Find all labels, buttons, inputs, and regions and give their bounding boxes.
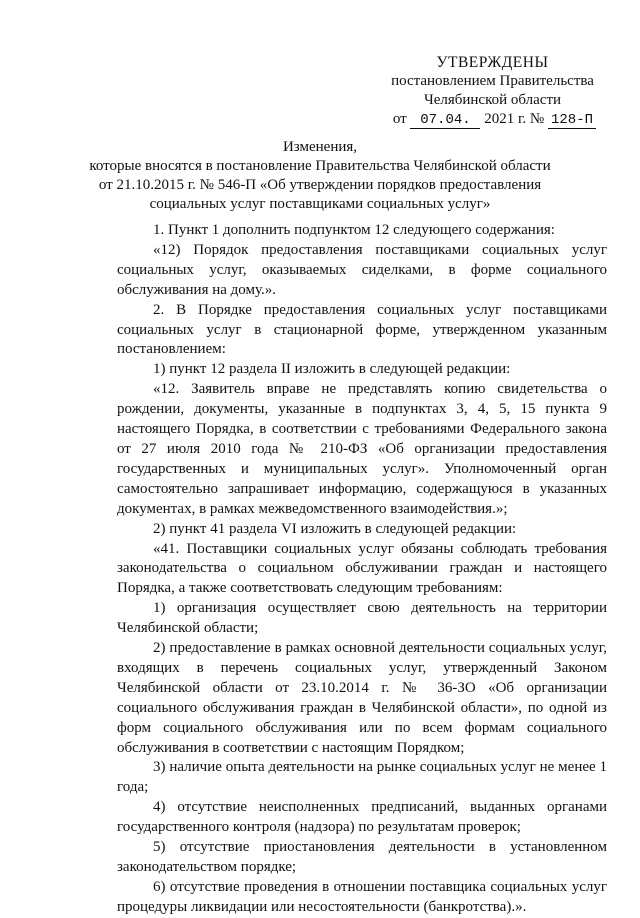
paragraph: «41. Поставщики социальных услуг обязаны соблюдать требования законодательства о социальном обслуживании граждан и настоящего Порядка, а также соответствовать следующим требованиям: (117, 540, 607, 597)
paragraph: 4) отсутствие неисполненных предписаний, выданных органами государственного контроля (надзора) по результатам проверок; (117, 799, 607, 836)
date-prefix: от (392, 111, 407, 127)
approval-line-1: постановлением Правительства (391, 73, 594, 89)
paragraph: 6) отсутствие проведения в отношении поставщика социальных услуг процедуры ликвидации или несостоятельности (банкротства).». (117, 878, 607, 915)
year-text: 2021 г. № (484, 111, 545, 127)
heading-line-2: которые вносятся в постановление Правительства Челябинской области (89, 158, 551, 174)
approval-line-2: Челябинской области (423, 92, 562, 108)
heading-line-1: Изменения, (282, 139, 358, 155)
heading-line-3: от 21.10.2015 г. № 546-П «Об утверждении порядков предоставления (98, 177, 542, 193)
heading-line-4: социальных услуг поставщиками социальных услуг» (149, 196, 491, 212)
paragraph: 3) наличие опыта деятельности на рынке социальных услуг не менее 1 года; (117, 759, 607, 796)
decree-number: 128-П (548, 113, 596, 129)
document-heading (70, 138, 570, 214)
paragraph: 2) пункт 41 раздела VI изложить в следующей редакции: (153, 520, 517, 537)
paragraph: 5) отсутствие приостановления деятельности в установленном законодательством порядке; (117, 839, 607, 875)
paragraph: 2. В Порядке предоставления социальных услуг поставщиками социальных услуг в стационарной форме, утвержденном указанным постановлением: (117, 301, 607, 358)
paragraph: 1) организация осуществляет свою деятельность на территории Челябинской области; (117, 600, 607, 637)
paragraph: 1) пункт 12 раздела II изложить в следующей редакции: (153, 361, 511, 378)
paragraph: 2) предоставление в рамках основной деятельности социальных услуг, входящих в перечень социальных услуг, утвержденный Законом Челябинской области от 23.10.2014 г. № 36-ЗО «Об организации социального обслуживания граждан в Челябинской области», по одной из форм социального обслуживания или по всем формам социального обслуживания в соответствии с настоящим Порядком; (117, 640, 607, 756)
paragraph: 1. Пункт 1 дополнить подпунктом 12 следующего содержания: (153, 222, 555, 238)
paragraph: «12. Заявитель вправе не представлять копию свидетельства о рождении, документы, указанные в подпунктах 3, 4, 5, 15 пункта 9 настоящего Порядка, в соответствии с требованиями Федерального закона от 27 июля 2010 года № 210-ФЗ «Об организации предоставления государственных и муниципальных услуг». Уполномоченный орган самостоятельно запрашивает информацию, содержащуюся в указанных документах, в рамках межведомственного взаимодействия.»; (117, 381, 607, 517)
approval-title: УТВЕРЖДЕНЫ (436, 54, 549, 71)
date-value: 07.04. (410, 113, 480, 129)
approval-date-line (385, 110, 596, 129)
paragraph: «12) Порядок предоставления поставщиками социальных услуг социальных услуг, оказываемых сиделками, в форме социального обслуживания на дому.». (117, 241, 607, 298)
document-body (117, 221, 607, 918)
approval-block (385, 53, 600, 129)
